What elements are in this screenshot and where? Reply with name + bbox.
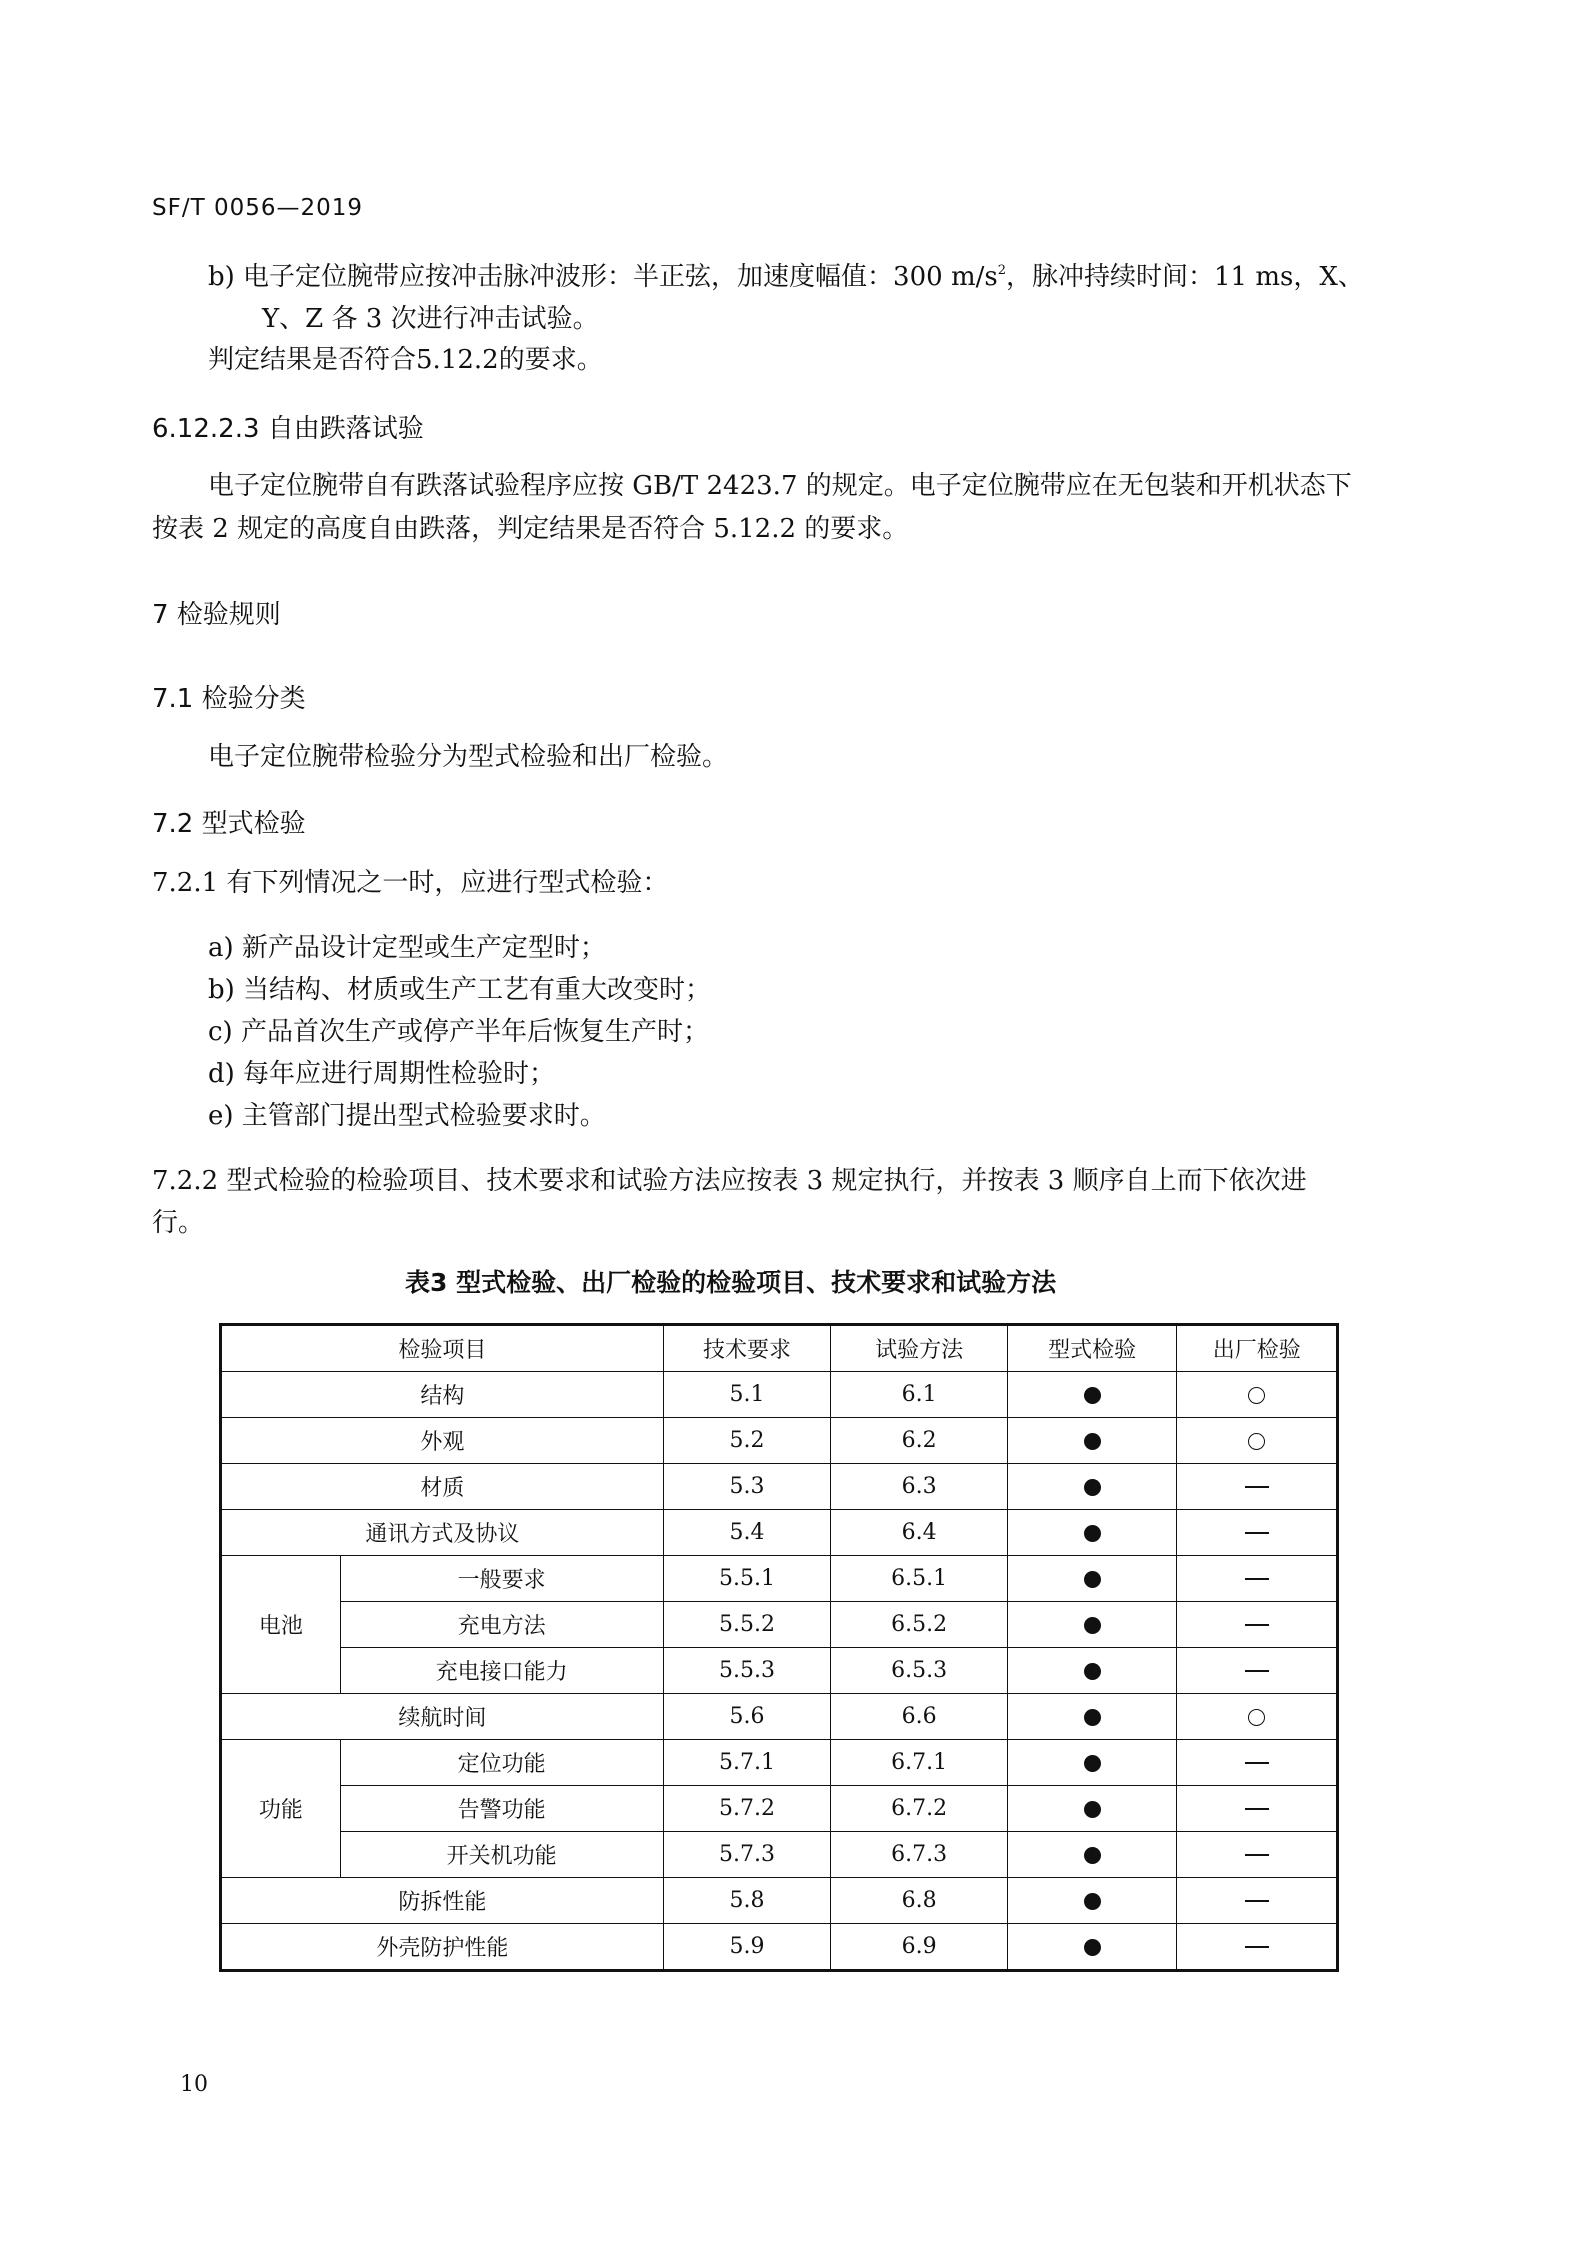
- method-cell: 6.7.1: [831, 1740, 1008, 1786]
- item-cell: 充电方法: [340, 1602, 663, 1648]
- heading-6-12-2-3: 6.12.2.3 自由跌落试验: [152, 414, 424, 444]
- filled-dot-icon: [1084, 1433, 1101, 1450]
- list-item: c) 产品首次生产或停产半年后恢复生产时；: [208, 1017, 709, 1047]
- dash-icon: [1245, 1808, 1269, 1810]
- table-row: [221, 1924, 1338, 1971]
- requirement-cell: 5.8: [663, 1878, 831, 1924]
- item-cell: 材质: [221, 1464, 664, 1510]
- table-row: [221, 1372, 1338, 1418]
- header-type-test: 型式检验: [1007, 1325, 1177, 1372]
- open-circle-icon: [1248, 1433, 1265, 1450]
- unit-superscript: 2: [997, 263, 1006, 278]
- type-test-cell: [1007, 1648, 1177, 1694]
- requirement-cell: 5.7.2: [663, 1786, 831, 1832]
- item-cell: 防拆性能: [221, 1878, 664, 1924]
- filled-dot-icon: [1084, 1663, 1101, 1680]
- item-cell: 结构: [221, 1372, 664, 1418]
- dash-icon: [1245, 1946, 1269, 1948]
- item-b-text-post: ，脉冲持续时间：11 ms，X、: [1005, 262, 1364, 292]
- paragraph-line: 按表 2 规定的高度自由跌落，判定结果是否符合 5.12.2 的要求。: [152, 514, 909, 544]
- heading-7-1: 7.1 检验分类: [152, 684, 306, 714]
- filled-dot-icon: [1084, 1387, 1101, 1404]
- open-circle-icon: [1248, 1709, 1265, 1726]
- type-test-cell: [1007, 1786, 1177, 1832]
- paragraph-7-1: 电子定位腕带检验分为型式检验和出厂检验。: [208, 742, 729, 772]
- filled-dot-icon: [1084, 1617, 1101, 1634]
- factory-test-cell: [1177, 1694, 1338, 1740]
- type-test-cell: [1007, 1556, 1177, 1602]
- method-cell: 6.7.2: [831, 1786, 1008, 1832]
- type-test-cell: [1007, 1694, 1177, 1740]
- dash-icon: [1245, 1486, 1269, 1488]
- dash-icon: [1245, 1854, 1269, 1856]
- filled-dot-icon: [1084, 1939, 1101, 1956]
- heading-7-2: 7.2 型式检验: [152, 809, 306, 839]
- filled-dot-icon: [1084, 1893, 1101, 1910]
- factory-test-cell: [1177, 1602, 1338, 1648]
- dash-icon: [1245, 1578, 1269, 1580]
- method-cell: 6.6: [831, 1694, 1008, 1740]
- type-test-cell: [1007, 1832, 1177, 1878]
- filled-dot-icon: [1084, 1755, 1101, 1772]
- factory-test-cell: [1177, 1924, 1338, 1971]
- item-cell: 开关机功能: [340, 1832, 663, 1878]
- requirement-cell: 5.3: [663, 1464, 831, 1510]
- item-b-text: b) 电子定位腕带应按冲击脉冲波形：半正弦，加速度幅值：300 m/s: [208, 262, 998, 292]
- type-test-cell: [1007, 1464, 1177, 1510]
- method-cell: 6.9: [831, 1924, 1008, 1971]
- table-row: [221, 1556, 1338, 1602]
- method-cell: 6.2: [831, 1418, 1008, 1464]
- table-row: [221, 1648, 1338, 1694]
- item-b-line1: [208, 256, 1364, 298]
- type-test-cell: [1007, 1924, 1177, 1971]
- header-factory-test: 出厂检验: [1177, 1325, 1338, 1372]
- header-requirement: 技术要求: [663, 1325, 831, 1372]
- table-caption: 表3 型式检验、出厂检验的检验项目、技术要求和试验方法: [405, 1268, 1057, 1297]
- requirement-cell: 5.7.1: [663, 1740, 831, 1786]
- factory-test-cell: [1177, 1418, 1338, 1464]
- item-cell: 定位功能: [340, 1740, 663, 1786]
- method-cell: 6.4: [831, 1510, 1008, 1556]
- table-row: [221, 1832, 1338, 1878]
- item-cell: 通讯方式及协议: [221, 1510, 664, 1556]
- item-cell: 续航时间: [221, 1694, 664, 1740]
- header-method: 试验方法: [831, 1325, 1008, 1372]
- method-cell: 6.3: [831, 1464, 1008, 1510]
- item-b-line2: Y、Z 各 3 次进行冲击试验。: [262, 304, 599, 334]
- group-cell: 电池: [221, 1556, 341, 1694]
- factory-test-cell: [1177, 1556, 1338, 1602]
- inspection-table: [219, 1323, 1339, 1972]
- type-test-cell: [1007, 1510, 1177, 1556]
- type-test-cell: [1007, 1418, 1177, 1464]
- factory-test-cell: [1177, 1878, 1338, 1924]
- table-row: [221, 1602, 1338, 1648]
- method-cell: 6.8: [831, 1878, 1008, 1924]
- type-test-cell: [1007, 1740, 1177, 1786]
- header-item: 检验项目: [221, 1325, 664, 1372]
- requirement-cell: 5.7.3: [663, 1832, 831, 1878]
- open-circle-icon: [1248, 1387, 1265, 1404]
- table-header-row: [221, 1325, 1338, 1372]
- paragraph-7-2-2: 行。: [152, 1208, 205, 1238]
- requirement-cell: 5.5.3: [663, 1648, 831, 1694]
- paragraph-7-2-1: 7.2.1 有下列情况之一时，应进行型式检验：: [152, 868, 669, 898]
- list-item: e) 主管部门提出型式检验要求时。: [208, 1101, 606, 1131]
- requirement-cell: 5.4: [663, 1510, 831, 1556]
- method-cell: 6.5.3: [831, 1648, 1008, 1694]
- requirement-cell: 5.5.1: [663, 1556, 831, 1602]
- filled-dot-icon: [1084, 1801, 1101, 1818]
- filled-dot-icon: [1084, 1847, 1101, 1864]
- table-row: [221, 1878, 1338, 1924]
- factory-test-cell: [1177, 1740, 1338, 1786]
- list-item: d) 每年应进行周期性检验时；: [208, 1059, 556, 1089]
- type-test-cell: [1007, 1878, 1177, 1924]
- requirement-cell: 5.5.2: [663, 1602, 831, 1648]
- heading-7: 7 检验规则: [152, 600, 281, 630]
- method-cell: 6.1: [831, 1372, 1008, 1418]
- table-row: [221, 1418, 1338, 1464]
- document-code: SF/T 0056—2019: [152, 195, 364, 221]
- table-row: [221, 1464, 1338, 1510]
- list-item: b) 当结构、材质或生产工艺有重大改变时；: [208, 975, 712, 1005]
- factory-test-cell: [1177, 1372, 1338, 1418]
- table-row: [221, 1510, 1338, 1556]
- table-body: [221, 1372, 1338, 1971]
- paragraph-7-2-2: 7.2.2 型式检验的检验项目、技术要求和试验方法应按表 3 规定执行，并按表 3 顺序自上而下依次进: [152, 1166, 1307, 1196]
- dash-icon: [1245, 1624, 1269, 1626]
- dash-icon: [1245, 1762, 1269, 1764]
- dash-icon: [1245, 1532, 1269, 1534]
- paragraph-line: 电子定位腕带自有跌落试验程序应按 GB/T 2423.7 的规定。电子定位腕带应在无包装和开机状态下: [208, 471, 1352, 501]
- requirement-cell: 5.1: [663, 1372, 831, 1418]
- method-cell: 6.5.2: [831, 1602, 1008, 1648]
- table-row: [221, 1694, 1338, 1740]
- type-test-cell: [1007, 1602, 1177, 1648]
- requirement-cell: 5.9: [663, 1924, 831, 1971]
- page-number: 10: [180, 2072, 208, 2097]
- method-cell: 6.5.1: [831, 1556, 1008, 1602]
- dash-icon: [1245, 1670, 1269, 1672]
- method-cell: 6.7.3: [831, 1832, 1008, 1878]
- filled-dot-icon: [1084, 1479, 1101, 1496]
- dash-icon: [1245, 1900, 1269, 1902]
- item-cell: 外壳防护性能: [221, 1924, 664, 1971]
- requirement-cell: 5.6: [663, 1694, 831, 1740]
- list-item: a) 新产品设计定型或生产定型时；: [208, 933, 606, 963]
- item-cell: 告警功能: [340, 1786, 663, 1832]
- factory-test-cell: [1177, 1510, 1338, 1556]
- factory-test-cell: [1177, 1648, 1338, 1694]
- filled-dot-icon: [1084, 1525, 1101, 1542]
- filled-dot-icon: [1084, 1709, 1101, 1726]
- item-cell: 外观: [221, 1418, 664, 1464]
- factory-test-cell: [1177, 1464, 1338, 1510]
- item-cell: 充电接口能力: [340, 1648, 663, 1694]
- filled-dot-icon: [1084, 1571, 1101, 1588]
- factory-test-cell: [1177, 1786, 1338, 1832]
- factory-test-cell: [1177, 1832, 1338, 1878]
- group-cell: 功能: [221, 1740, 341, 1878]
- requirement-cell: 5.2: [663, 1418, 831, 1464]
- table-row: [221, 1786, 1338, 1832]
- item-cell: 一般要求: [340, 1556, 663, 1602]
- result-statement: 判定结果是否符合5.12.2的要求。: [208, 345, 603, 375]
- type-test-cell: [1007, 1372, 1177, 1418]
- table-row: [221, 1740, 1338, 1786]
